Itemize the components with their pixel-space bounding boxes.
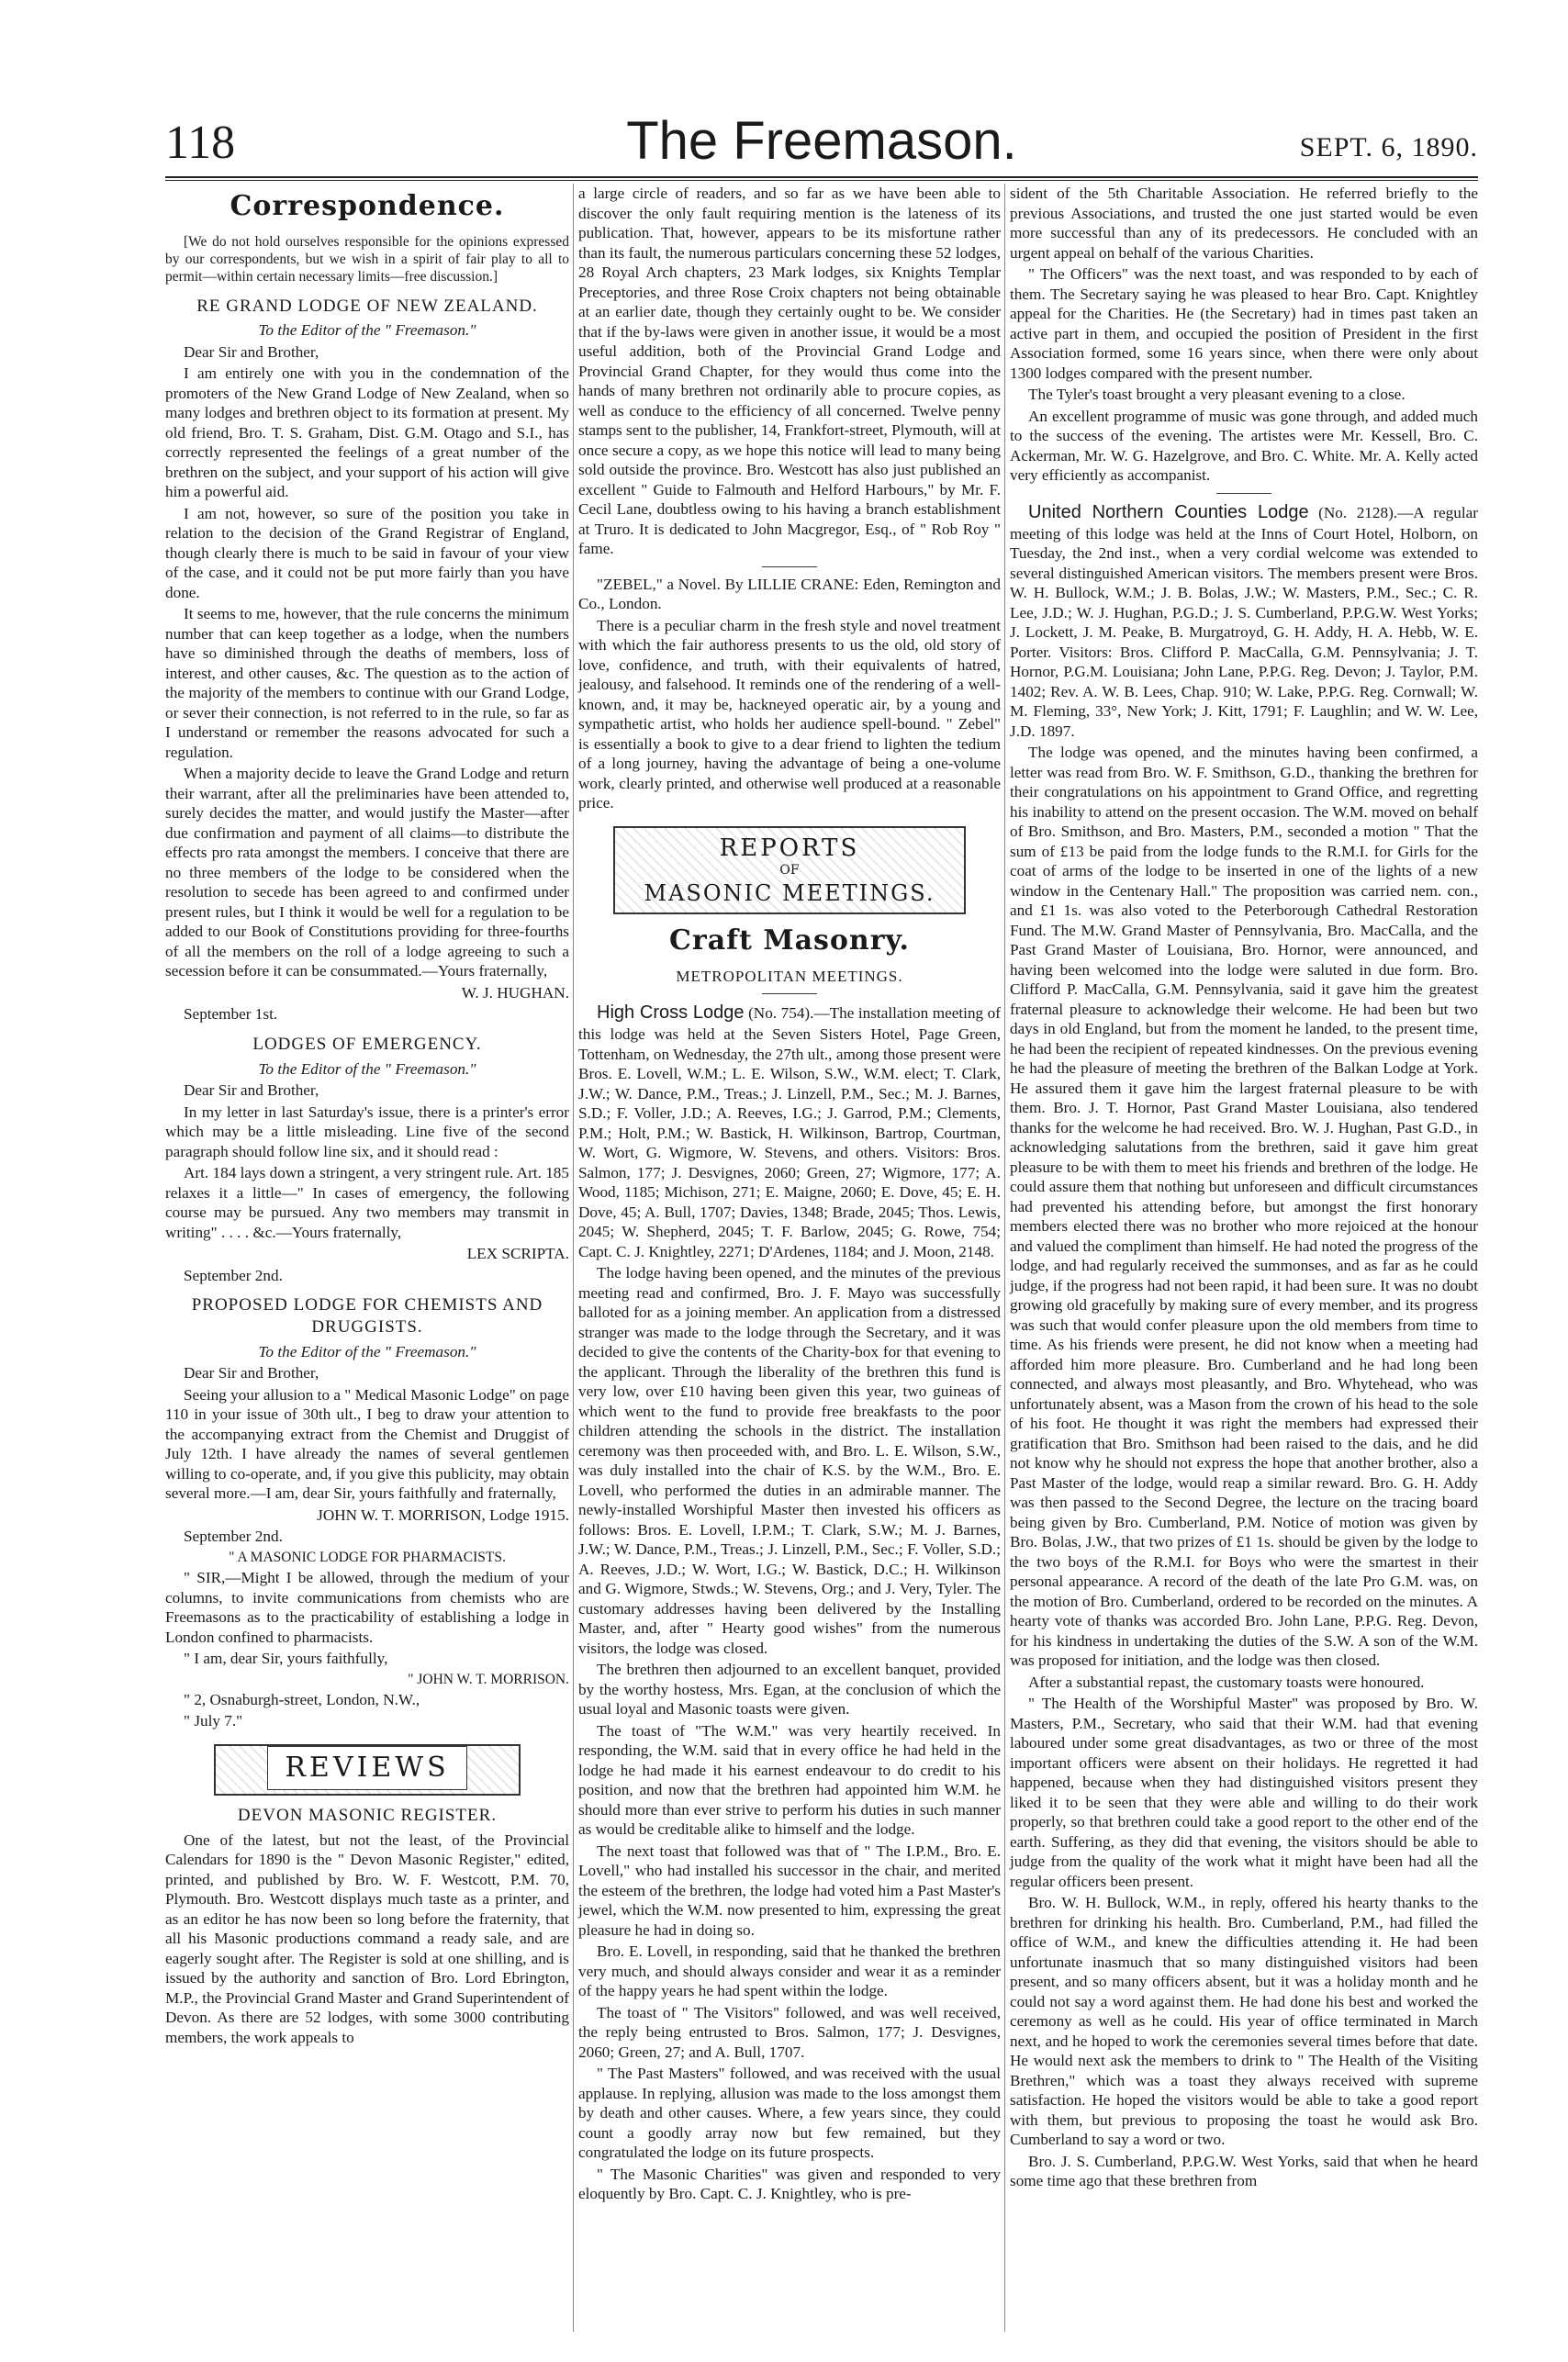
report-para: An excellent programme of music was gone through, and added much to the success of the evening. The artistes were Mr. Kessell, Bro. C. Ackerman, Mr. W. G. Hazelgrove, and Bro. C. White. Mr. A. Kelly acted very efficiently as accompanist. (1010, 407, 1478, 484)
letter1-salutation: Dear Sir and Brother, (184, 342, 319, 361)
letter1-para: I am not, however, so sure of the position you take in relation to the decision of the Grand Registrar of England, though clearly there is much to be said in favour of your view of the case, and it could not be put more fairly than you have done. (165, 504, 569, 601)
column-3 (1010, 184, 1478, 2193)
lodge-report-para: —The installation meeting of this lodge was held at the Seven Sisters Hotel, Page Green, Tottenham, on Wednesday, the 27th ult., among those present were Bros. E. Lovell, W.M.; L. E. Wilson, S.W., W.M. elect; T. Clark, J.W.; W. Dance, P.M., Treas.; J. Linzell, P.M., Sec.; M. J. Barnes, S.D.; F. Voller, J.D.; A. Reeves, I.G.; J. Garrod, P.M.; Clements, P.M.; Holt, P.M.; W. Bastick, H. Wilkinson, Bartrop, Courtman, W. Wort, G. Wigmore, W. Stevens, and others. Visitors: Bros. Salmon, 177; J. Desvignes, 2060; Green, 27; Wigmore, 177; A. Wood, 1185; Michison, 271; E. Maigne, 2060; E. Dove, 45; E. H. Dove, 45; A. Bull, 1707; Davies, 1348; Brade, 2045; Thos. Lewis, 2045; W. Shepherd, 2045; T. F. Barlow, 2045; G. Rowe, 754; Capt. C. J. Knightley, 2271; D'Ardenes, 1184; and J. Moon, 2148. (578, 1004, 1001, 1260)
lodge-report-para: " The Masonic Charities" was given and responded to very eloquently by Bro. Capt. C. J. Knightley, who is pre- (578, 2165, 1001, 2203)
letter2-salutation: Dear Sir and Brother, (184, 1081, 319, 1100)
letter3-salutation: Dear Sir and Brother, (184, 1364, 319, 1382)
disclaimer: [We do not hold ourselves responsible for the opinions expressed by our correspondents, but we wish in a spirit of fair play to all to permit—within certain necessary limits—free discussion.] (165, 233, 569, 285)
column-1 (165, 184, 569, 2049)
masthead-rule (165, 176, 1478, 178)
column-divider-1 (573, 184, 574, 2332)
divider (1216, 493, 1271, 494)
letter2-to: To the Editor of the " Freemason." (258, 1059, 476, 1078)
metropolitan-heading: METROPOLITAN MEETINGS. (676, 968, 903, 985)
extract-title: " A MASONIC LODGE FOR PHARMACISTS. (229, 1549, 506, 1565)
letter1-para: It seems to me, however, that the rule concerns the minimum number that can keep together as a lodge, when the numbers have so diminished through the deaths of members, loss of interest, and other causes, &c. The question as to the action of the majority of the members to continue with our Grand Lodge, or sever their connection, is not referred to in the rule, so far as I understand or remember the reasons advocated for such a regulation. (165, 605, 569, 761)
masthead (165, 110, 1478, 174)
lodge-report-para: The lodge having been opened, and the minutes of the previous meeting read and confirmed, Bro. J. F. Mayo was successfully balloted for as a joining member. An application from a distressed stranger was made to the lodge through the Secretary, and it was decided to give the contents of the Charity-box for that evening to the applicant. Through the liberality of the brethren this fund is very low, over £10 having been given this year, two guineas of which went to the fund to provide free breakfasts to the poor children attending the schools in the district. The installation ceremony was then proceeded with, and Bro. L. E. Wilson, S.W., was duly installed into the chair of K.S. by the W.M., Bro. E. Lovell, who performed the duties in an admirable manner. The newly-installed Worshipful Master then invested his officers as follows: Bros. E. Lovell, I.P.M.; T. Clark, S.W.; M. J. Barnes, J.W.; W. Dance, P.M., Treas.; J. Linzell, P.M., Sec.; F. Voller, S.D.; A. Reeves, J.D.; W. Wort, I.G.; W. Bastick, D.C.; H. Wilkinson and G. Wigmore, Stwds.; W. Stevens, Org.; and J. Very, Tyler. The customary addresses having been delivered by the Installing Master, and, after " Hearty good wishes" from the numerous visitors, the lodge was closed. (578, 1264, 1001, 1657)
report-para: sident of the 5th Charitable Association. He referred briefly to the previous Associations, and trusted the one just started would be even more successful than any of its predecessors. He concluded with an urgent appeal on behalf of the various Charities. (1010, 185, 1478, 262)
extract-close: " I am, dear Sir, yours faithfully, (184, 1650, 388, 1667)
reports-banner-line1: REPORTS (719, 834, 860, 862)
lodge-name: United Northern Counties Lodge (1028, 501, 1309, 522)
reports-banner-line2: OF (779, 863, 800, 878)
craft-masonry-heading: Craft Masonry. (669, 924, 910, 957)
letter1-para: When a majority decide to leave the Grand Lodge and return their warrant, after all the preliminaries have been attended to, surely decides the matter, and would justify the Master—after due confirmation and payment of all claims—to distribute the effects pro rata amongst the members. I conceive that there are no three members of the lodge to be considered when the resolution to secede has been agreed to and confirmed under present rules, but I think it would be well for a regulation to be added to our Book of Constitutions providing for three-fourths of all the members on the roll of a lodge agreeing to such a secession before it can be consummated.—Yours fraternally, (165, 765, 569, 980)
letter1-title: RE GRAND LODGE OF NEW ZEALAND. (196, 296, 538, 316)
lodge-report-para: The toast of "The W.M." was very heartily received. In responding, the W.M. said that in every office he had held in the lodge he had made it his earnest endeavour to do credit to his position, and now that the brethren had appointed him W.M. he should more than ever strive to perform his duties in such manner as would be creditable alike to himself and the lodge. (578, 1721, 1001, 1839)
correspondence-heading: Correspondence. (230, 190, 505, 222)
review1-continued: a large circle of readers, and so far as we have been able to discover the only fault requiring mention is the lateness of its publication. That, however, appears to be its misfortune rather than its fault, the numerous particulars concerning these 52 lodges, 28 Royal Arch chapters, 23 Mark lodges, six Knights Templar Preceptories, and three Rose Croix chapters not being obtainable at an earlier date, though they certainly ought to be. We consider that if the by-laws were given in another issue, it would be a most useful addition, both of the Provincial Grand Lodge and Provincial Grand Chapter, for they would thus come into the hands of many brethren not ordinarily able to procure copies, as well as conduce to the efficiency of all concerned. Twelve penny stamps sent to the publisher, 14, Frankfort-street, Plymouth, will at once secure a copy, as we hope this notice will lead to many being sold outside the province. Bro. Westcott has also just published an excellent " Guide to Falmouth and Helford Harbours," by Mr. F. Cecil Lane, doubtless owing to his having a branch establishment at Truro. It is dedicated to John Macgregor, Esq., of " Rob Roy " fame. (578, 185, 1001, 557)
letter1-to: To the Editor of the " Freemason." (258, 321, 476, 340)
letter3-signature: JOHN W. T. MORRISON, Lodge 1915. (317, 1506, 569, 1524)
lodge-number: (No. 754). (748, 1004, 814, 1023)
masthead-rule-thin (165, 180, 1478, 181)
lodge-report-para: The lodge was opened, and the minutes having been confirmed, a letter was read from Bro. W. F. Smithson, G.D., thanking the brethren for their congratulations on his appointment to Grand Office, and regretting his inability to attend on the present occasion. The W.M. moved on behalf of Bro. Smithson, and Bro. Masters, P.M., seconded a motion " That the sum of £13 be paid from the lodge funds to the R.M.I. for Girls for the coat of arms of the lodge to be inserted in one of the lights of a new window in the Centenary Hall." The proposition was carried nem. con., and £1 1s. was also voted to the Peterborough Cathedral Restoration Fund. The M.W. Grand Master of Pennsylvania, Bro. MacCalla, and the Past Grand Master of Louisiana, Bro. Hornor, were announced, and having been welcomed into the lodge were saluted in due form. Bro. Clifford P. MacCalla, G.M. Pennsylvania, said it gave him the greatest fraternal pleasure to acknowledge their welcome. He had been but two days in old England, but from the moment he landed, to the present time, he had been the recipient of repeated kindnesses. On the previous evening he had the pleasure of meeting the brethren of the Balkan Lodge at York. He assured them it gave him the largest fraternal pleasure to be with them. Bro. J. T. Hornor, Past Grand Master Louisiana, also tendered thanks for the welcome he had received. Bro. W. J. Hughan, Past G.D., in acknowledging salutations from the brethren, said it gave him great pleasure to be with them to meet his friends and brethren of the lodge. He could assure them that nothing but unforeseen and difficult circumstances had prevented his attending before, but amongst the first honorary members elected there was no brother who more rejoiced at the honour and valued the compliment than himself. He had noted the progress of the lodge, and had regularly received the summonses, and as far as he could judge, if the progress had not been rapid, it had been sure. It was no doubt growing old gracefully by making sure of every member, and its progress was such that would confer pleasure upon the old members from time to time. As his friends were present, he did not know when a meeting had afforded him more pleasure. Bro. Cumberland and he had long been connected, and always most pleasantly, and Bro. Whytehead, who was unfortunately absent, was a Mason from the crown of his head to the sole of his foot. He thought it was right the members had expressed their gratification that Bro. Smithson had been raised to the dais, and he did not know why he should not express the hope that another brother, also a Past Master of the lodge, would reap a similar reward. Bro. G. H. Addy was then passed to the Second Degree, the lecture on the tracing board being given by Bro. Cumberland, P.M. Notice of motion was given by Bro. Bolas, J.W., that two prizes of £1 1s. should be given by the lodge to the two boys of the R.M.I. for Boys who were the smartest in their personal appearance. A record of the death of the late Pro G.M. was, on the motion of Bro. Cumberland, ordered to be recorded on the minutes. A hearty vote of thanks was accorded Bro. John Lane, P.P.G. Reg. Devon, for his kindness in undertaking the duties of the S.W. A son of the W.M. was proposed for initiation, and the lodge was then closed. (1010, 744, 1478, 1669)
letter3-date: September 2nd. (184, 1528, 283, 1546)
letter2-signature: LEX SCRIPTA. (466, 1245, 569, 1263)
report-para: " The Officers" was the next toast, and was responded to by each of them. The Secretary saying he was pleased to hear Bro. Capt. Knightley appeal for the Charities. He (the Secretary) had in times past taken an active part in them, and occupied the position of President in the first Association formed, some 16 years since, when there were only about 1300 lodges compared with the present number. (1010, 265, 1478, 382)
lodge-number: (No. 2128). (1318, 503, 1398, 521)
lodge-name: High Cross Lodge (597, 1002, 745, 1024)
newspaper-title: The Freemason. (626, 111, 1017, 171)
letter1-para: I am entirely one with you in the condemnation of the promoters of the New Grand Lodge of New Zealand, when so many lodges and brethren object to its formation at present. My old friend, Bro. T. S. Graham, Dist. G.M. Otago and S.I., has correctly represented the feelings of a great number of the brethren on the subject, and your support of his action will give him a powerful aid. (165, 364, 569, 501)
review1-title: DEVON MASONIC REGISTER. (237, 1805, 498, 1825)
extract-date: " July 7." (184, 1712, 243, 1730)
letter2-date: September 2nd. (184, 1266, 283, 1284)
review2-para: There is a peculiar charm in the fresh style and novel treatment with which the fair authoress presents to us the old, old story of love, confidence, and truth, with their equivalents of hatred, jealousy, and falsehood. It reminds one of the rendering of a well-known, and, it may be, hackneyed operatic air, by a young and sympathetic artist, who holds her audience spell-bound. " Zebel" is essentially a book to give to a dear friend to lighten the tedium of a long journey, having the advantage of being a one-volume work, clearly printed, and otherwise well produced at a reasonable price. (578, 616, 1001, 812)
column-divider-2 (1004, 184, 1005, 2332)
lodge-report-para: Bro. W. H. Bullock, W.M., in reply, offered his hearty thanks to the brethren for drinking his health. Bro. Cumberland, P.M., had filled the office of W.M., and knew the difficulties attending it. He had been unfortunate inasmuch that so many distinguished visitors had been present, and so many officers absent, but it was a holiday month and he could not say a word against them. He had done his best and worked the ceremony as well as he could. His year of office terminated in March next, and he hoped to work the ceremonies several times before that date. He would next ask the members to drink to " The Health of the Visiting Brethren," which was a toast they always received with supreme satisfaction. He hoped the visitors would be able to take a good report with them, but previous to proposing the toast he would ask Bro. Cumberland to say a word or two. (1010, 1894, 1478, 2148)
reports-banner (613, 826, 966, 914)
report-para: The Tyler's toast brought a very pleasant evening to a close. (1028, 386, 1406, 403)
review1-para: One of the latest, but not the least, of the Provincial Calendars for 1890 is the " Devon Masonic Register," edited, printed, and published by Bro. W. F. Westcott, P.M. 70, Plymouth. Bro. Westcott displays much taste as a printer, and as an editor he has now been so long before the fraternity, that all his Masonic productions command a ready sale, and are eagerly sought after. The Register is sold at one shilling, and is issued by the authority and sanction of Bro. Lord Ebrington, M.P., the Provincial Grand Master and Grand Superintendent of Devon. As there are 52 lodges, with some 3000 contributing members, the work appeals to (165, 1830, 569, 2046)
letter2-para: Art. 184 lays down a stringent, a very stringent rule. Art. 185 relaxes it a little—" In cases of emergency, the following course may be pursued. Any two members may transmit in writing" . . . . &c.—Yours fraternally, (165, 1164, 569, 1241)
column-2 (578, 184, 1001, 2206)
divider (762, 566, 817, 567)
extract-para: " SIR,—Might I be allowed, through the medium of your columns, to invite communications from chemists who are Freemasons as to the practicability of establishing a lodge in London confined to pharmacists. (165, 1569, 569, 1646)
issue-date: SEPT. 6, 1890. (1299, 132, 1478, 162)
letter2-title: LODGES OF EMERGENCY. (252, 1034, 482, 1054)
lodge-report-para: Bro. J. S. Cumberland, P.P.G.W. West Yorks, said that when he heard some time ago that these brethren from (1010, 2152, 1478, 2189)
lodge-report-para: After a substantial repast, the customary toasts were honoured. (1028, 1673, 1425, 1691)
review2-title: "ZEBEL," a Novel. By LILLIE CRANE: Eden, Remington and Co., London. (578, 575, 1001, 612)
page-number: 118 (165, 117, 236, 169)
lodge-report-para: —A regular meeting of this lodge was held at the Inns of Court Hotel, Holborn, on Tuesday, the 2nd inst., when a very cordial welcome was extended to several distinguished American visitors. The members present were Bros. W. H. Bullock, W.M.; J. B. Bolas, J.W.; W. Masters, P.M., Sec.; C. R. Lee, J.D.; W. J. Hughan, P.G.D.; J. S. Cumberland, P.P.G.W. West Yorks; J. Lockett, J. M. Peake, B. Murgatroyd, G. H. Addy, H. A. Hebb, W. E. Porter. Visitors: Bros. Clifford P. MacCalla, G.M. Pennsylvania; J. T. Hornor, P.G.M. Louisiana; John Lane, P.P.G. Reg. Devon; J. Taylor, P.M. 1402; Rev. A. W. B. Lees, Chap. 910; W. Lake, P.P.G. Reg. Cornwall; W. M. Fleming, 33°, New York; J. Kitt, 1791; F. Laughlin; and W. W. Lee, J.D. 1897. (1010, 503, 1478, 740)
extract-address: " 2, Osnaburgh-street, London, N.W., (184, 1690, 420, 1708)
letter2-para: In my letter in last Saturday's issue, there is a printer's error which may be a little misleading. Line five of the second paragraph should follow line six, and it should read : (165, 1103, 569, 1160)
letter1-signature: W. J. HUGHAN. (461, 983, 569, 1002)
divider (762, 993, 817, 994)
lodge-report-para: The brethren then adjourned to an excellent banquet, provided by the worthy hostess, Mrs. Egan, at the conclusion of which the usual loyal and Masonic toasts were given. (578, 1661, 1001, 1718)
letter3-title: PROPOSED LODGE FOR CHEMISTS AND DRUGGISTS. (191, 1295, 543, 1337)
lodge-report-para: The toast of " The Visitors" followed, and was well received, the reply being entrusted to Bros. Salmon, 177; J. Desvignes, 2060; Green, 27; and A. Bull, 1707. (578, 2003, 1001, 2061)
lodge-report-para: Bro. E. Lovell, in responding, said that he thanked the brethren very much, and should always consider and wear it as a reminder of the happy years he had spent within the lodge. (578, 1942, 1001, 2000)
lodge-report-para: " The Health of the Worshipful Master" was proposed by Bro. W. Masters, P.M., Secretary, who said that their W.M. had that evening laboured under some great disadvantages, as two or three of the most important officers were absent on their holidays. He regretted it had happened, because when they had distinguished visitors present they liked it to be seen that they were able and willing to do their work properly, so that brethren could take a good report to the other end of the earth. Suffering, as they did that evening, the visitors should be able to judge from the quality of the work what it might have been had all the regular officers been present. (1010, 1695, 1478, 1890)
reviews-banner-text: REVIEWS (267, 1746, 466, 1790)
lodge-report-para: " The Past Masters" followed, and was received with the usual applause. In replying, allusion was made to the loss amongst them by death and other causes. Where, a few years since, they could count a goodly array now but few remained, but they congratulated the lodge on its future prospects. (578, 2065, 1001, 2162)
reports-banner-line3: MASONIC MEETINGS. (644, 879, 935, 906)
letter1-date: September 1st. (184, 1005, 278, 1024)
lodge-report-para: The next toast that followed was that of " The I.P.M., Bro. E. Lovell," who had installed his successor in the chair, and merited the esteem of the brethren, the lodge had voted him a Past Master's jewel, which the W.M. now presented to him, expressing the great pleasure he had in doing so. (578, 1841, 1001, 1939)
reviews-banner (214, 1744, 521, 1796)
letter3-para: Seeing your allusion to a " Medical Masonic Lodge" on page 110 in your issue of 30th ult., I beg to draw your attention to the accompanying extract from the Chemist and Druggist of July 12th. I have already the names of several gentlemen willing to co-operate, and, if you give this publicity, may obtain several more.—I am, dear Sir, yours faithfully and fraternally, (165, 1385, 569, 1503)
extract-signature: " JOHN W. T. MORRISON. (408, 1671, 569, 1687)
letter3-to: To the Editor of the " Freemason." (258, 1342, 476, 1360)
